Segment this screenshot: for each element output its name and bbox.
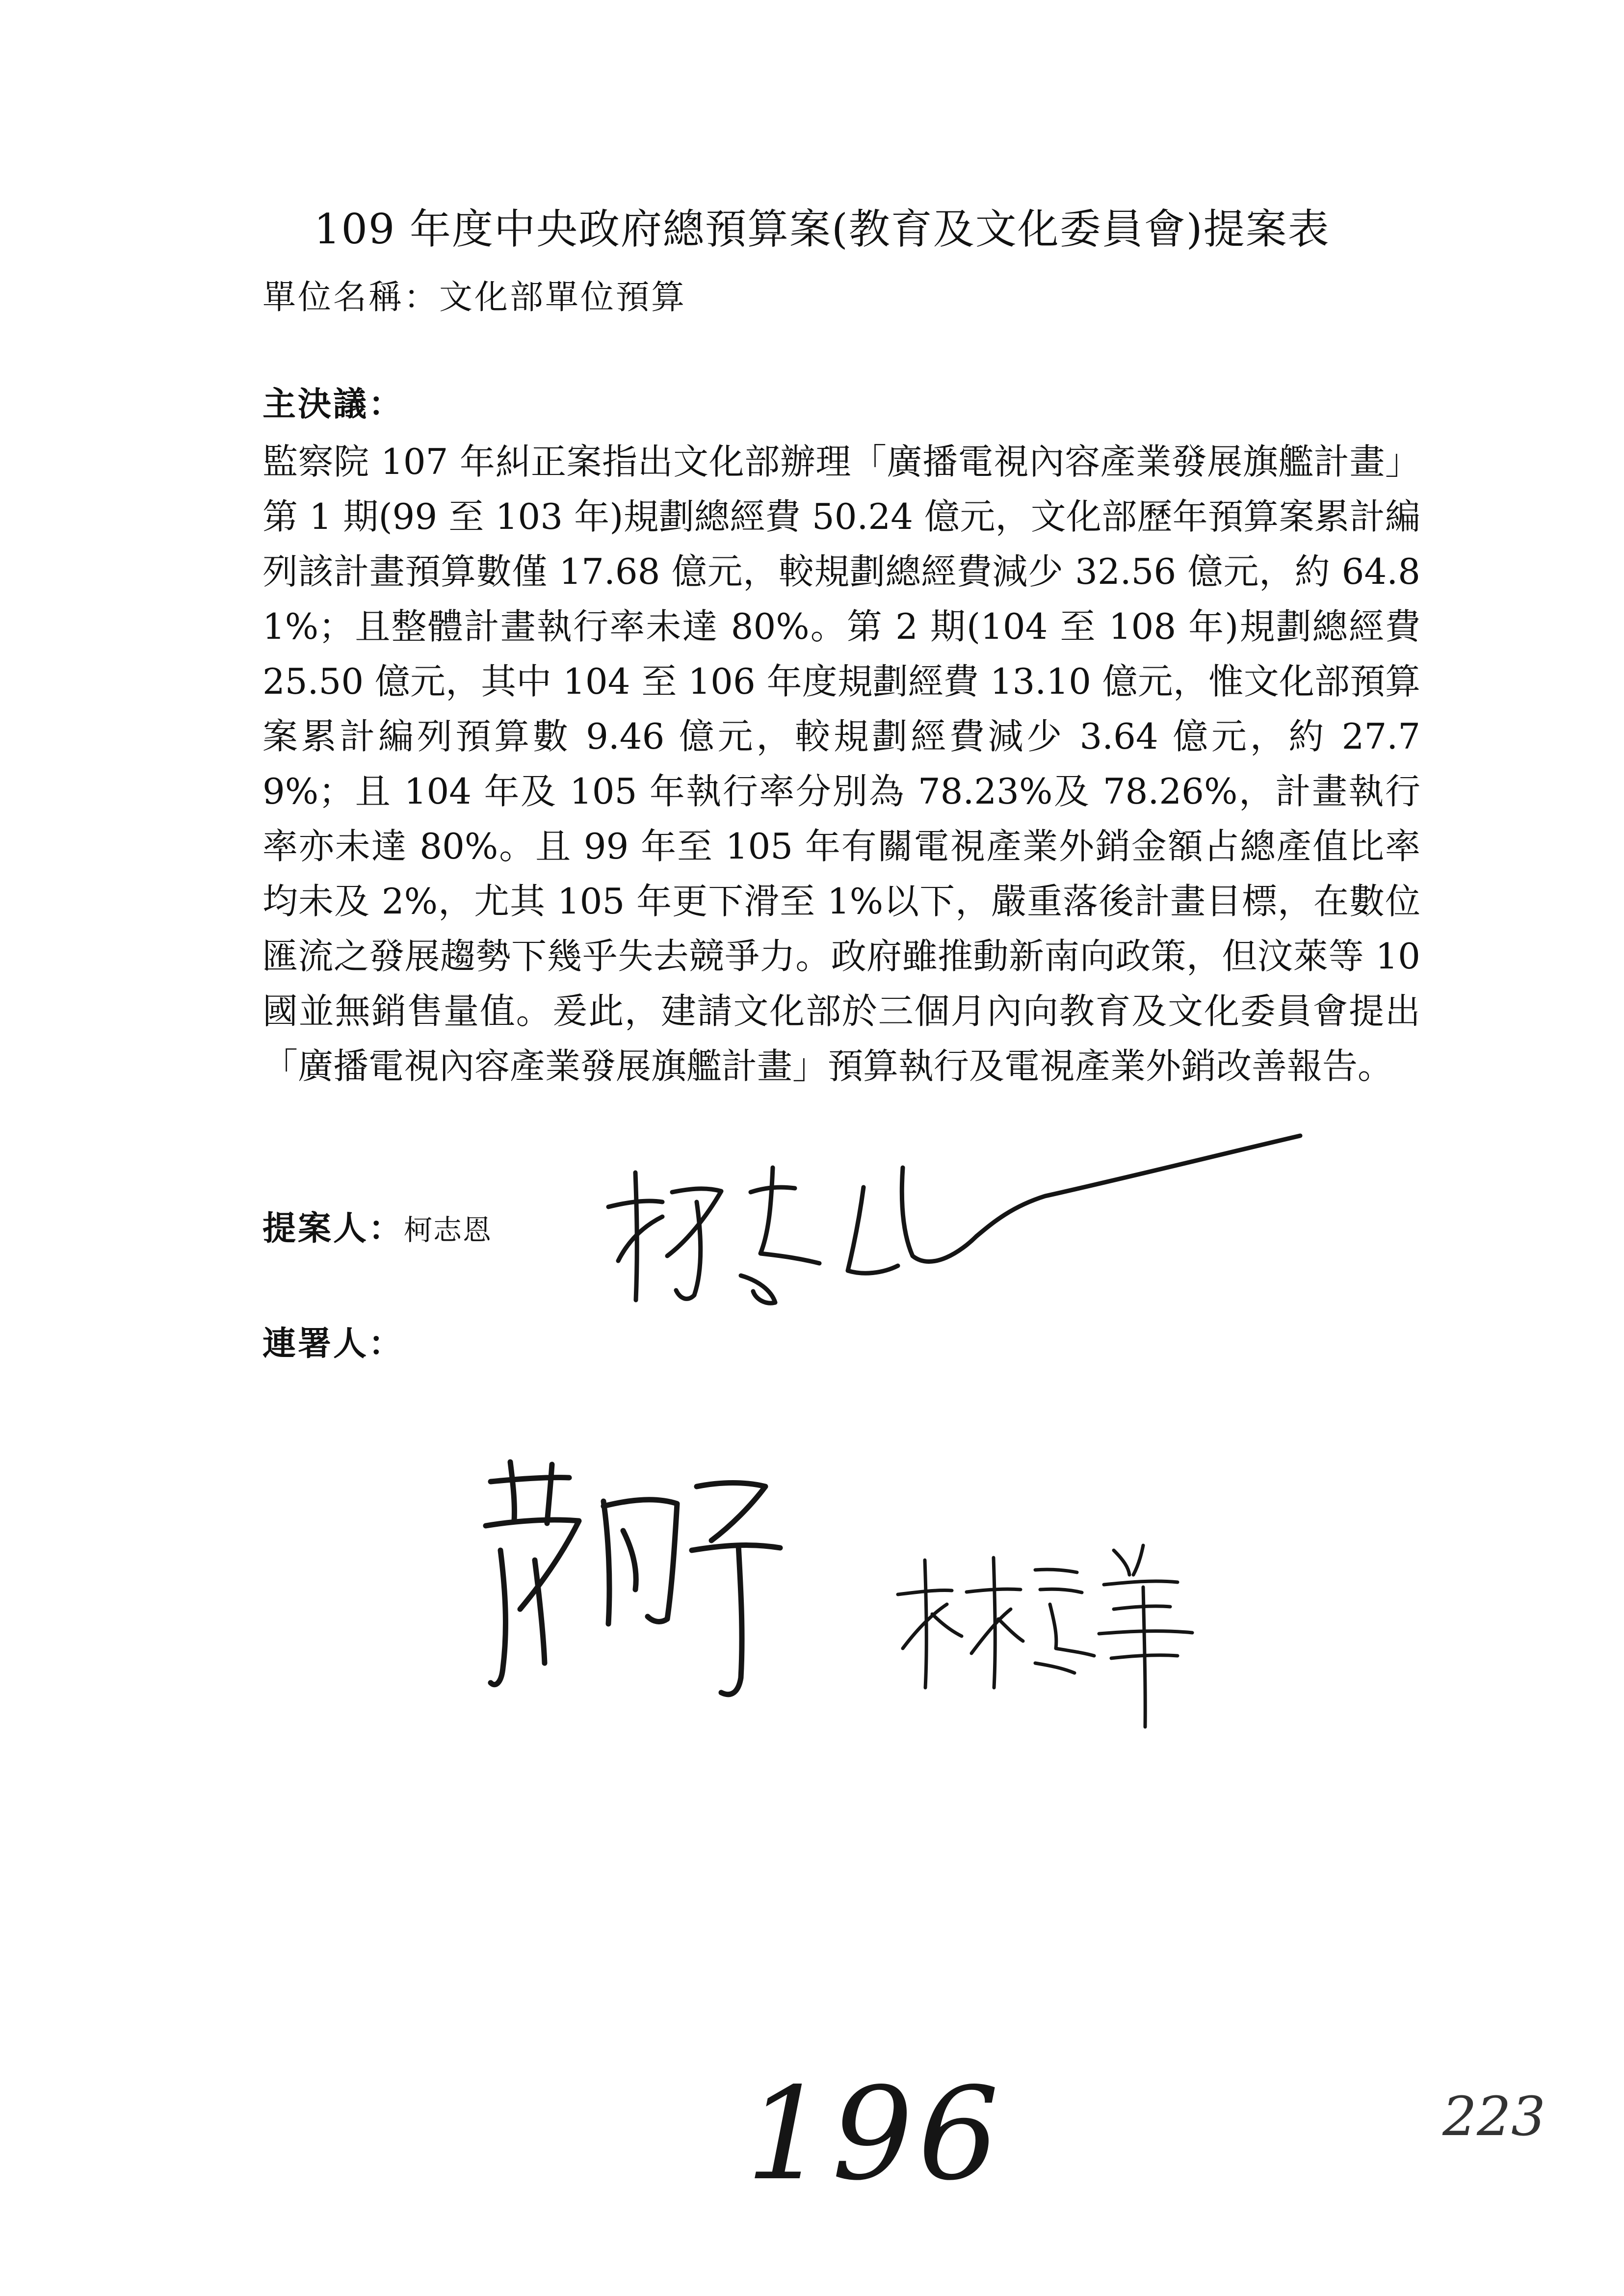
page-number-handwritten: 196 bbox=[746, 2061, 1004, 2209]
cosigner-signature-2 bbox=[888, 1531, 1207, 1737]
proposer-label: 提案人： bbox=[262, 1209, 404, 1248]
cosigner-label: 連署人： bbox=[262, 1324, 404, 1363]
proposer-signature bbox=[589, 1133, 1325, 1339]
resolution-label: 主決議： bbox=[262, 385, 404, 424]
proposer-name: 柯志恩 bbox=[404, 1213, 493, 1247]
unit-line bbox=[262, 271, 686, 318]
unit-name: 文化部單位預算 bbox=[439, 278, 687, 317]
document-title: 109 年度中央政府總預算案(教育及文化委員會)提案表 bbox=[314, 205, 1330, 253]
page-number-small: 223 bbox=[1442, 2085, 1545, 2148]
cosigner-signature-1 bbox=[466, 1452, 810, 1717]
proposer-line bbox=[262, 1202, 492, 1250]
resolution-text: 監察院 107 年糾正案指出文化部辦理「廣播電視內容產業發展旗艦計畫」第 1 期(99 至 103 年)規劃總經費 50.24 億元，文化部歷年預算案累計編列該計畫預算數僅 17.68 億元，較規劃總經費減少 32.56 億元，約 64.81%；且整體計畫執行率未達 80%。第 2 期(104 至 108 年)規劃總經費 25.50 億元，其中 104 至 106 年度規劃經費 13.10 億元，惟文化部預算案累計編列預算數 9.46 億元，較規劃經費減少 3.64 億元，約 27.79%；且 104 年及 105 年執行率分別為 78.23%及 78.26%，計畫執行率亦未達 80%。且 99 年至 105 年有關電視產業外銷金額占總產值比率均未及 2%，尤其 105 年更下滑至 1%以下，嚴重落後計畫目標，在數位匯流之發展趨勢下幾乎失去競爭力。政府雖推動新南向政策，但汶萊等 10 國並無銷售量值。爰此，建請文化部於三個月內向教育及文化委員會提出「廣播電視內容產業發展旗艦計畫」預算執行及電視產業外銷改善報告。 bbox=[262, 441, 1420, 1087]
unit-label: 單位名稱： bbox=[262, 278, 440, 317]
